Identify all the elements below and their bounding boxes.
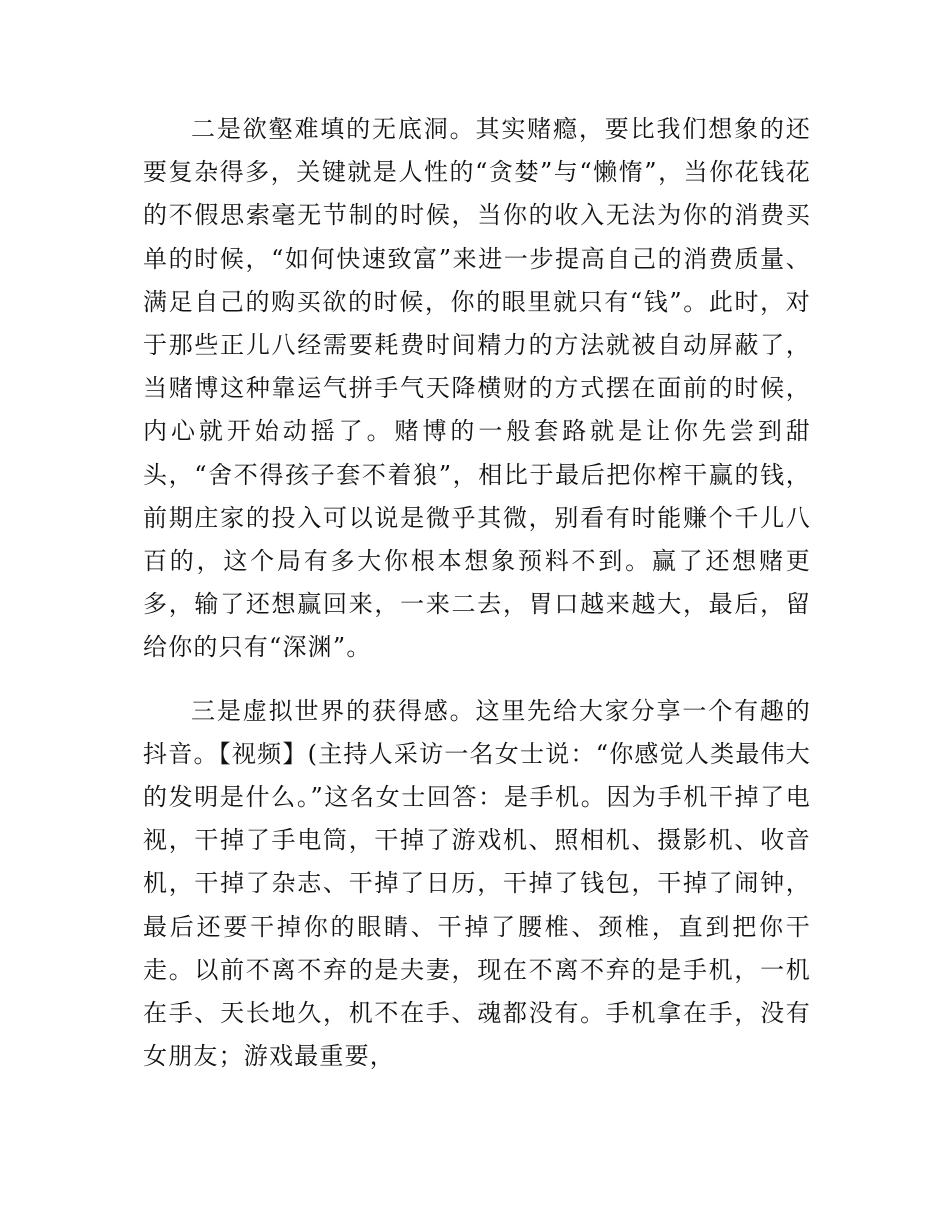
document-body	[143, 108, 811, 1080]
paragraph-gambling-bottomless-pit: 二是欲壑难填的无底洞。其实赌瘾，要比我们想象的还要复杂得多，关键就是人性的“贪婪”与“懒惰”，当你花钱花的不假思索毫无节制的时候，当你的收入无法为你的消费买单的时候，“如何快速致富”来进一步提高自己的消费质量、满足自己的购买欲的时候，你的眼里就只有“钱”。此时，对于那些正儿八经需要耗费时间精力的方法就被自动屏蔽了，当赌博这种靠运气拼手气天降横财的方式摆在面前的时候，内心就开始动摇了。赌博的一般套路就是让你先尝到甜头，“舍不得孩子套不着狼”，相比于最后把你榨干赢的钱，前期庄家的投入可以说是微乎其微，别看有时能赚个千儿八百的，这个局有多大你根本想象预料不到。赢了还想赌更多，输了还想赢回来，一来二去，胃口越来越大，最后，留给你的只有“深渊”。	[143, 115, 811, 662]
paragraph-virtual-world-gain: 三是虚拟世界的获得感。这里先给大家分享一个有趣的抖音。【视频】(主持人采访一名女士说：“你感觉人类最伟大的发明是什么。”这名女士回答：是手机。因为手机干掉了电视，干掉了手电筒，干掉了游戏机、照相机、摄影机、收音机，干掉了杂志、干掉了日历，干掉了钱包，干掉了闹钟，最后还要干掉你的眼睛、干掉了腰椎、颈椎，直到把你干走。以前不离不弃的是夫妻，现在不离不弃的是手机，一机在手、天长地久，机不在手、魂都没有。手机拿在手，没有女朋友；游戏最重要，	[143, 696, 811, 1071]
